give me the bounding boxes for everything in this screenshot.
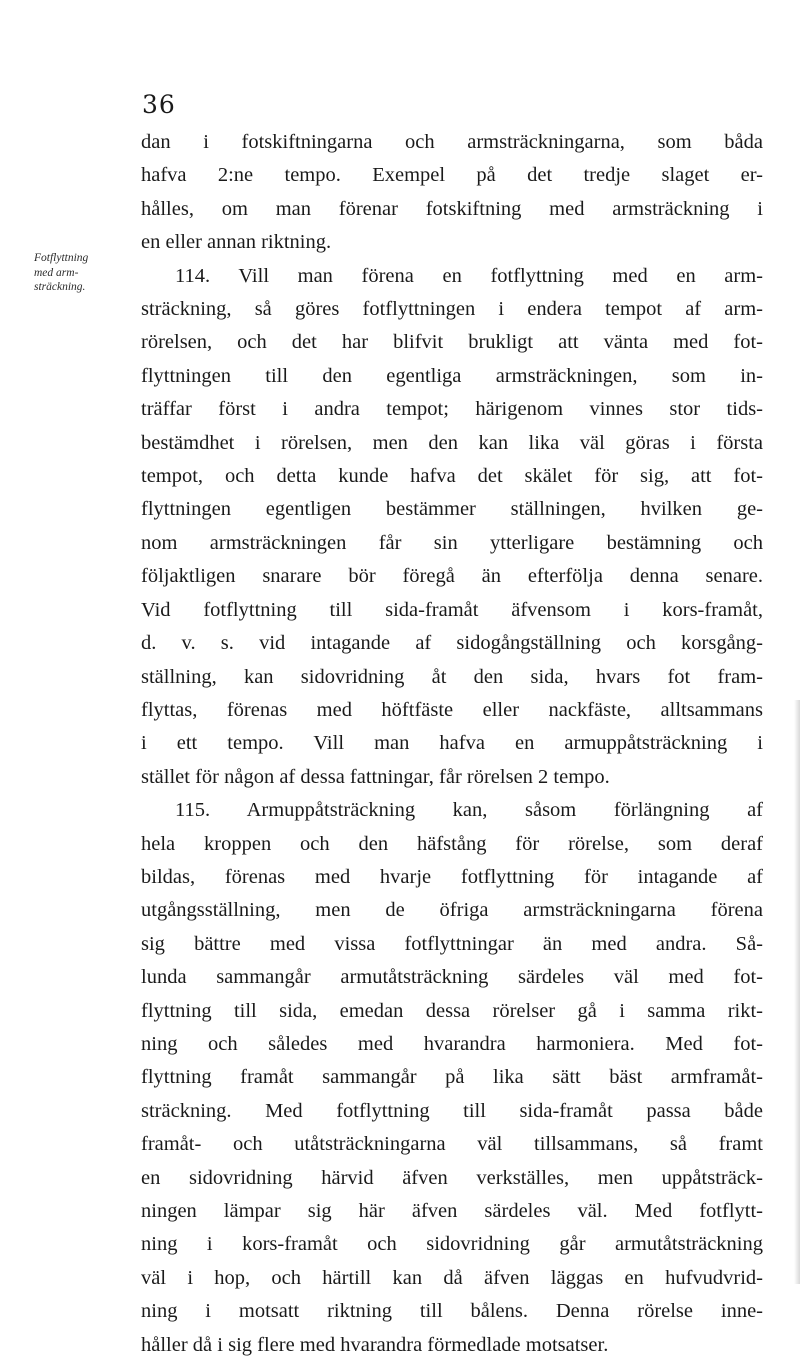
text-line: framåt- och utåtsträckningarna väl tillsammans, så framt	[141, 1133, 763, 1156]
margin-note-line: Fotflyttning	[34, 252, 89, 264]
text-line: flyttning till sida, emedan dessa rörelser gå i samma rikt-	[141, 999, 763, 1022]
text-line: hafva 2:ne tempo. Exempel på det tredje slaget er-	[141, 164, 763, 187]
text-line: flyttningen till den egentliga armsträckningen, som in-	[141, 364, 763, 387]
text-line: hela kroppen och den häfstång för rörelse, som deraf	[141, 832, 763, 855]
text-line: d. v. s. vid intagande af sidogångställning och korsgång-	[141, 632, 763, 655]
text-line: stället för någon af dessa fattningar, får rörelsen 2 tempo.	[141, 765, 610, 788]
text-line: väl i hop, och härtill kan då äfven läggas en hufvudvrid-	[141, 1266, 763, 1289]
text-line: Vid fotflyttning till sida-framåt äfvensom i kors-framåt,	[141, 598, 763, 621]
text-line: bildas, förenas med hvarje fotflyttning för intagande af	[141, 865, 763, 888]
page-edge-shadow	[794, 700, 800, 1284]
text-line: håller då i sig flere med hvarandra förmedlade motsatser.	[141, 1333, 609, 1356]
page-number: 36	[142, 90, 176, 119]
margin-note	[34, 251, 130, 295]
text-line: 115. Armuppåtsträckning kan, såsom förlängning af	[175, 799, 763, 822]
text-line: träffar först i andra tempot; härigenom vinnes stor tids-	[141, 398, 763, 421]
text-line: bestämdhet i rörelsen, men den kan lika väl göras i första	[141, 431, 763, 454]
text-line: sig bättre med vissa fotflyttningar än med andra. Så-	[141, 932, 763, 955]
text-line: flyttningen egentligen bestämmer ställningen, hvilken ge-	[141, 498, 763, 521]
text-line: följaktligen snarare bör föregå än efterfölja denna senare.	[141, 565, 763, 588]
text-line: ning i motsatt riktning till bålens. Denna rörelse inne-	[141, 1300, 763, 1323]
text-line: nom armsträckningen får sin ytterligare bestämning och	[141, 531, 763, 554]
text-line: 114. Vill man förena en fotflyttning med en arm-	[175, 264, 763, 287]
margin-note-line: sträckning.	[34, 281, 86, 293]
text-line: sträckning, så göres fotflyttningen i endera tempot af arm-	[141, 298, 763, 321]
text-line: ningen lämpar sig här äfven särdeles väl. Med fotflytt-	[141, 1200, 763, 1222]
text-line: hålles, om man förenar fotskiftning med armsträckning i	[141, 197, 763, 220]
body-text	[141, 126, 763, 1362]
text-line: ställning, kan sidovridning åt den sida, hvars fot fram-	[141, 665, 763, 688]
text-line: rörelsen, och det har blifvit brukligt att vänta med fot-	[141, 331, 763, 354]
text-line: ning i kors-framåt och sidovridning går armutåtsträckning	[141, 1233, 763, 1256]
text-line: ning och således med hvarandra harmoniera. Med fot-	[141, 1032, 763, 1055]
text-line: tempot, och detta kunde hafva det skälet för sig, att fot-	[141, 465, 763, 488]
text-line: en sidovridning härvid äfven verkställes, men uppåtsträck-	[141, 1166, 763, 1189]
text-line: lunda sammangår armutåtsträckning särdeles väl med fot-	[141, 966, 763, 989]
text-line: i ett tempo. Vill man hafva en armuppåtsträckning i	[141, 732, 763, 755]
margin-note-line: med arm-	[34, 266, 79, 279]
text-line: en eller annan riktning.	[141, 231, 332, 254]
text-line: flyttas, förenas med höftfäste eller nackfäste, alltsammans	[141, 698, 763, 721]
text-line: dan i fotskiftningarna och armsträckningarna, som båda	[141, 131, 763, 153]
text-line: sträckning. Med fotflyttning till sida-framåt passa både	[141, 1099, 763, 1122]
text-line: utgångsställning, men de öfriga armsträckningarna förena	[141, 899, 763, 922]
text-line: flyttning framåt sammangår på lika sätt bäst armframåt-	[141, 1066, 763, 1089]
